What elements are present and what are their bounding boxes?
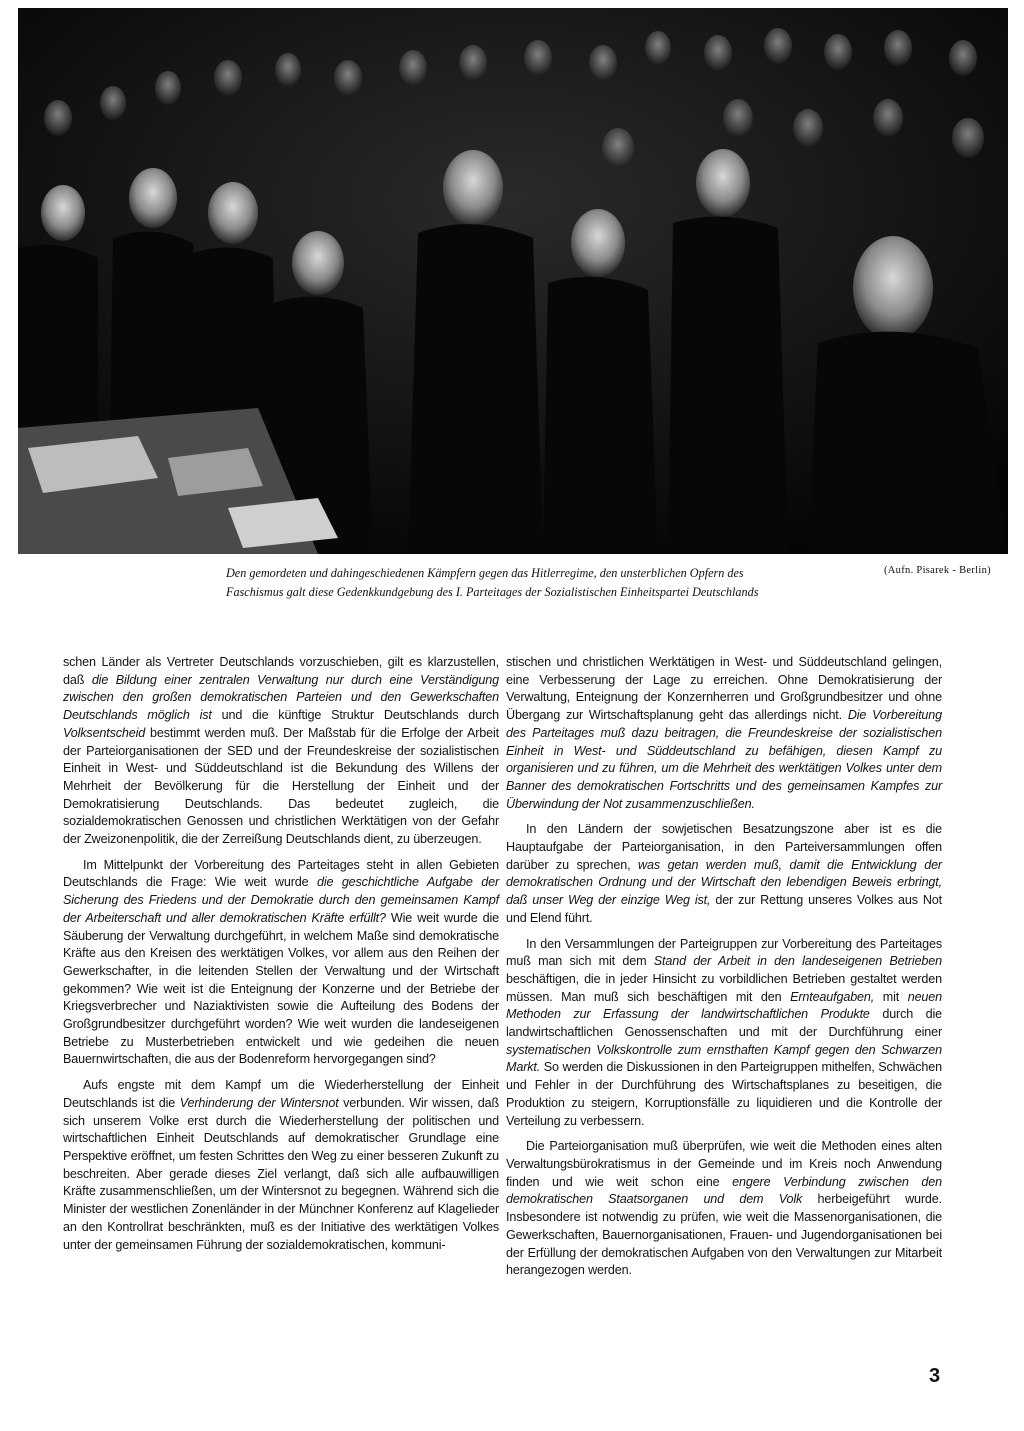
- text-run: der zur Rettung unseres Volkes aus Not und Elend führt.: [506, 893, 942, 925]
- text-run: Aufs engste mit dem Kampf um die Wiederherstellung der Einheit Deutschlands ist die: [63, 1078, 499, 1110]
- text-run: beschäftigen, die in jeder Hinsicht zu vorbildlichen Betrieben gestaltet werden müssen. Man muß sich beschäftigen mit den: [506, 971, 942, 1004]
- text-run: stischen und christlichen Werktätigen in West- und Süddeutschland gelingen, eine Verbesserung der Lage zu erreichen. Ohne Demokratisierung der Verwaltung, Enteignung der Konzernherren und Großgrundbesitzer und ohne Übergang zur Wirtschaftsplanung geht das allerdings nicht.: [506, 655, 942, 723]
- photo-caption: [226, 564, 816, 602]
- text-run: durch die landwirtschaftlichen Genossenschaften und mit der Durchführung einer: [506, 1007, 942, 1040]
- text-run: In den Ländern der sowjetischen Besatzungszone aber ist es die Hauptaufgabe der Parteiorganisation, in den Parteiversammlungen offen darüber zu sprechen,: [506, 822, 942, 872]
- paragraph: [506, 821, 942, 927]
- text-run: und die künftige Struktur Deutschlands durch: [211, 708, 499, 723]
- text-run: Die Parteiorganisation muß überprüfen, wie weit die Methoden eines alten Verwaltungsbürokratismus in der Gemeinde und im Kreis noch Anwendung finden und wie weit schon eine: [506, 1139, 942, 1189]
- article-left-column: [63, 654, 499, 1262]
- page-number: 3: [929, 1365, 941, 1387]
- text-run: schen Länder als Vertreter Deutschlands vorzuschieben, gilt es klarzustellen, daß: [63, 655, 499, 687]
- photo-credit: (Aufn. Pisarek - Berlin): [884, 565, 991, 576]
- paragraph: [63, 654, 499, 849]
- emphasis-run: Stand der Arbeit in den landeseigenen Betrieben: [653, 954, 942, 969]
- emphasis-run: die geschichtliche Aufgabe der Sicherung des Friedens und der Demokratie durch den gemeinsamen Kampf der Arbeiterschaft und aller demokratischen Kräfte erfüllt?: [63, 875, 499, 925]
- text-run: In den Versammlungen der Parteigruppen zur Vorbereitung des Parteitages muß man sich mit dem: [506, 936, 942, 969]
- paragraph: [506, 936, 942, 1131]
- memorial-photo: [18, 8, 1008, 554]
- emphasis-run: Verhinderung der Wintersnot: [179, 1095, 339, 1110]
- paragraph: [63, 1077, 499, 1254]
- emphasis-run: neuen Methoden zur Erfassung der landwirtschaftlichen Produkte: [506, 989, 942, 1022]
- text-run: bestimmt werden muß. Der Maßstab für die Erfolge der Arbeit der Parteiorganisationen der SED und der Freundeskreise der sozialistischen Einheit in West- und Süddeutschland ist die Bekundung des Willens der Mehrheit der Bevölkerung für die Herstellung der Einheit und der Demokratisierung Deutschlands. Das bedeutet zugleich, die sozialdemokratischen Genossen und christlichen Werktätigen von der Gefahr der Zweizonenpolitik, die der Zerreißung Deutschlands dient, zu überzeugen.: [63, 725, 499, 847]
- emphasis-run: was getan werden muß, damit die Entwicklung der demokratischen Ordnung und der Wirtschaft den lebendigen Beweis erbringt, daß unser Weg der einzige Weg ist,: [506, 857, 942, 908]
- text-run: So werden die Diskussionen in den Parteigruppen mithelfen, Schwächen und Fehler in der Durchführung des Wirtschaftsplanes zu beseitigen, die Produktion zu steigern, Korruptionsfälle zu liquidieren und die Kontrolle der Verteilung zu verbessern.: [506, 1060, 942, 1128]
- text-run: verbunden. Wir wissen, daß sich unserem Volke erst durch die Wiederherstellung der politischen und wirtschaftlichen Einheit Deutschlands auf demokratischer Grundlage eine Perspektive eröffnet, um festen Schrittes den Weg zu einer besseren Zukunft zu beschreiten. Aber gerade dieses Ziel verlangt, daß sich alle aufbauwilligen Kräfte zusammenschließen, um der Wintersnot zu begegnen. Während sich die Minister der westlichen Zonenländer in der Münchner Konferenz auf Klagelieder an den Kontrollrat beschränkten, muß es der Initiative des werktätigen Volkes unter der gemeinsamen Führung der sozialdemokratischen, kommuni-: [63, 1095, 499, 1252]
- text-run: Wie weit wurde die Säuberung der Verwaltung durchgeführt, in welchem Maße sind demokratische Kräfte aus den Kreisen des werktätigen Volkes, vor allem aus den Reihen der Gewerkschafter, in die leitenden Stellen der Verwaltung und der Wirtschaft gekommen? Wie weit ist die Enteignung der Konzerne und der Betriebe der Kriegsverbrecher und Naziaktivisten sowie die Aufteilung des Bodens der Großgrundbesitzer durchgeführt worden? Wie weit wurden die landeseigenen Betriebe zu Musterbetrieben entwickelt und wie gedeihen die neuen Bauernwirtschaften, die aus der Bodenreform hervorgegangen sind?: [63, 910, 499, 1067]
- caption-line-2: Faschismus galt diese Gedenkkundgebung des I. Parteitages der Sozialistischen Einheitspartei Deutschlands: [226, 585, 759, 599]
- text-run: mit: [874, 989, 908, 1004]
- crowd-photo-icon: [18, 8, 1008, 554]
- article-right-column: [506, 654, 942, 1288]
- emphasis-run: systematischen Volkskontrolle zum ernsthaften Kampf gegen den Schwarzen Markt.: [506, 1042, 942, 1075]
- emphasis-run: die Bildung einer zentralen Verwaltung nur durch eine Verständigung zwischen den großen demokratischen Parteien und den Gewerkschaften Deutschlands möglich ist: [63, 672, 499, 723]
- emphasis-run: Die Vorbereitung des Parteitages muß dazu beitragen, die Freundeskreise der sozialistischen Einheit in West- und Süddeutschland zu befähigen, diesen Kampf zu organisieren und zu führen, um die Mehrheit des werktätigen Volkes unter dem Banner des demokratischen Fortschritts und des gemeinsamen Kampfes zur Überwindung der Not zusammenzuschließen.: [506, 708, 942, 811]
- paragraph: [506, 654, 942, 813]
- caption-line-1: Den gemordeten und dahingeschiedenen Kämpfern gegen das Hitlerregime, den unsterblichen Opfern des: [226, 566, 744, 580]
- paragraph: [506, 1138, 942, 1280]
- emphasis-run: Ernteaufgaben,: [790, 989, 875, 1004]
- emphasis-run: engere Verbindung zwischen den demokratischen Staatsorganen und dem Volk: [506, 1174, 942, 1207]
- text-run: herbeigeführt wurde. Insbesondere ist notwendig zu prüfen, wie weit die Massenorganisationen, die Gewerkschaften, Bauernorganisationen, Frauen- und Jugendorganisationen bei der Erfüllung der demokratischen Aufgaben von den Verwaltungen zur Mitarbeit herangezogen werden.: [506, 1192, 942, 1278]
- text-run: Im Mittelpunkt der Vorbereitung des Parteitages steht in allen Gebieten Deutschlands die Frage: Wie weit wurde: [63, 857, 499, 890]
- emphasis-run: Volksentscheid: [63, 725, 146, 740]
- paragraph: [63, 857, 499, 1069]
